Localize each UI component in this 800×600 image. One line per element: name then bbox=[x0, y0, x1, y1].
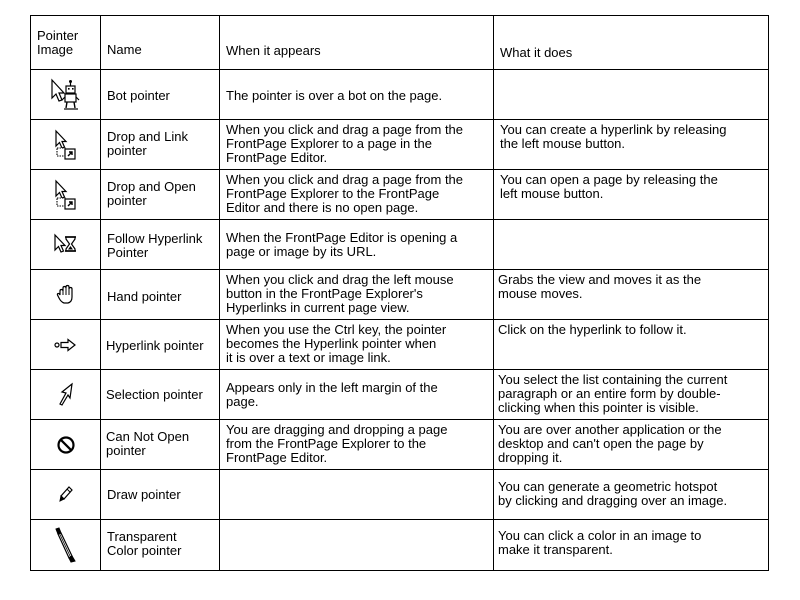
header-what bbox=[494, 16, 769, 70]
when-cell bbox=[220, 320, 494, 370]
when-cell bbox=[220, 520, 494, 571]
icon-cell bbox=[31, 270, 101, 320]
table-row bbox=[31, 170, 769, 220]
pointer-name: Bot pointer bbox=[107, 88, 170, 103]
pointer-name: Drop and Link pointer bbox=[107, 129, 188, 158]
header-when bbox=[220, 16, 494, 70]
table-row bbox=[31, 220, 769, 270]
what-cell bbox=[494, 220, 769, 270]
what-cell bbox=[494, 470, 769, 520]
when-cell bbox=[220, 220, 494, 270]
what-cell bbox=[494, 320, 769, 370]
what-cell bbox=[494, 420, 769, 470]
when-cell bbox=[220, 370, 494, 420]
when-text: When the FrontPage Editor is opening a page or image by its URL. bbox=[226, 230, 458, 259]
what-cell bbox=[494, 120, 769, 170]
header-pointer-image bbox=[31, 16, 101, 70]
table-row bbox=[31, 420, 769, 470]
pointer-name: Drop and Open pointer bbox=[107, 179, 196, 208]
table-row bbox=[31, 70, 769, 120]
when-text: Appears only in the left margin of the page. bbox=[226, 380, 438, 409]
pointer-name: Follow Hyperlink Pointer bbox=[107, 231, 203, 260]
when-text: You are dragging and dropping a page from the FrontPage Explorer to the FrontPage Editor. bbox=[226, 422, 448, 465]
what-cell bbox=[494, 70, 769, 120]
can-not-open-pointer-icon bbox=[56, 435, 76, 455]
when-cell bbox=[220, 70, 494, 120]
icon-cell bbox=[31, 120, 101, 170]
table-row bbox=[31, 320, 769, 370]
icon-cell bbox=[31, 220, 101, 270]
header-name-label: Name bbox=[107, 42, 142, 57]
header-when-label: When it appears bbox=[226, 43, 321, 58]
name-cell bbox=[101, 120, 220, 170]
what-text: Click on the hyperlink to follow it. bbox=[498, 322, 687, 337]
header-name bbox=[101, 16, 220, 70]
draw-pointer-icon bbox=[58, 485, 74, 505]
what-cell bbox=[494, 520, 769, 571]
icon-cell bbox=[31, 370, 101, 420]
name-cell bbox=[101, 320, 220, 370]
what-cell bbox=[494, 170, 769, 220]
table-row bbox=[31, 520, 769, 571]
icon-cell bbox=[31, 520, 101, 571]
pointer-name: Can Not Open pointer bbox=[106, 429, 190, 458]
table-row bbox=[31, 370, 769, 420]
when-cell bbox=[220, 420, 494, 470]
bot-pointer-icon bbox=[49, 78, 83, 112]
pointer-name: Hyperlink pointer bbox=[106, 338, 204, 353]
pointer-name: Draw pointer bbox=[107, 487, 181, 502]
when-cell bbox=[220, 470, 494, 520]
drop-and-open-pointer-icon bbox=[51, 179, 81, 211]
what-text: Grabs the view and moves it as the mouse moves. bbox=[498, 272, 702, 301]
pointer-table bbox=[30, 15, 769, 571]
pointer-name: Hand pointer bbox=[107, 289, 182, 304]
icon-cell bbox=[31, 70, 101, 120]
what-cell bbox=[494, 370, 769, 420]
name-cell bbox=[101, 70, 220, 120]
what-cell bbox=[494, 270, 769, 320]
what-text: You select the list containing the current paragraph or an entire form by double- clicking when this pointer is visible. bbox=[498, 372, 728, 415]
header-row bbox=[31, 16, 769, 70]
what-text: You are over another application or the desktop and can't open the page by dropping it. bbox=[498, 422, 722, 465]
when-text: When you click and drag the left mouse button in the FrontPage Explorer's Hyperlinks in current page view. bbox=[226, 272, 454, 315]
name-cell bbox=[101, 420, 220, 470]
when-cell bbox=[220, 170, 494, 220]
icon-cell bbox=[31, 470, 101, 520]
when-text: When you use the Ctrl key, the pointer becomes the Hyperlink pointer when it is over a text or image link. bbox=[226, 322, 447, 365]
icon-cell bbox=[31, 420, 101, 470]
when-text: When you click and drag a page from the FrontPage Explorer to the FrontPage Editor and there is no open page. bbox=[226, 172, 464, 215]
when-text: When you click and drag a page from the FrontPage Explorer to a page in the FrontPage Editor. bbox=[226, 122, 464, 165]
when-cell bbox=[220, 120, 494, 170]
hand-pointer-icon bbox=[56, 284, 76, 306]
name-cell bbox=[101, 170, 220, 220]
name-cell bbox=[101, 220, 220, 270]
follow-hyperlink-pointer-icon bbox=[51, 232, 81, 258]
header-what-label: What it does bbox=[500, 45, 573, 60]
table-row bbox=[31, 270, 769, 320]
transparent-color-pointer-icon bbox=[53, 526, 79, 564]
what-text: You can open a page by releasing the left mouse button. bbox=[500, 172, 718, 201]
what-text: You can create a hyperlink by releasing the left mouse button. bbox=[500, 122, 727, 151]
when-text: The pointer is over a bot on the page. bbox=[226, 88, 443, 103]
name-cell bbox=[101, 470, 220, 520]
what-text: You can generate a geometric hotspot by clicking and dragging over an image. bbox=[498, 479, 728, 508]
icon-cell bbox=[31, 170, 101, 220]
pointer-name: Selection pointer bbox=[106, 387, 203, 402]
drop-and-link-pointer-icon bbox=[51, 129, 81, 161]
when-cell bbox=[220, 270, 494, 320]
name-cell bbox=[101, 520, 220, 571]
header-pointer-image-label: Pointer Image bbox=[37, 28, 79, 57]
name-cell bbox=[101, 270, 220, 320]
name-cell bbox=[101, 370, 220, 420]
selection-pointer-icon bbox=[56, 382, 76, 408]
hyperlink-pointer-icon bbox=[54, 338, 78, 352]
pointer-name: Transparent Color pointer bbox=[107, 529, 182, 558]
table-row bbox=[31, 120, 769, 170]
table-row bbox=[31, 470, 769, 520]
icon-cell bbox=[31, 320, 101, 370]
what-text: You can click a color in an image to make it transparent. bbox=[498, 528, 702, 557]
